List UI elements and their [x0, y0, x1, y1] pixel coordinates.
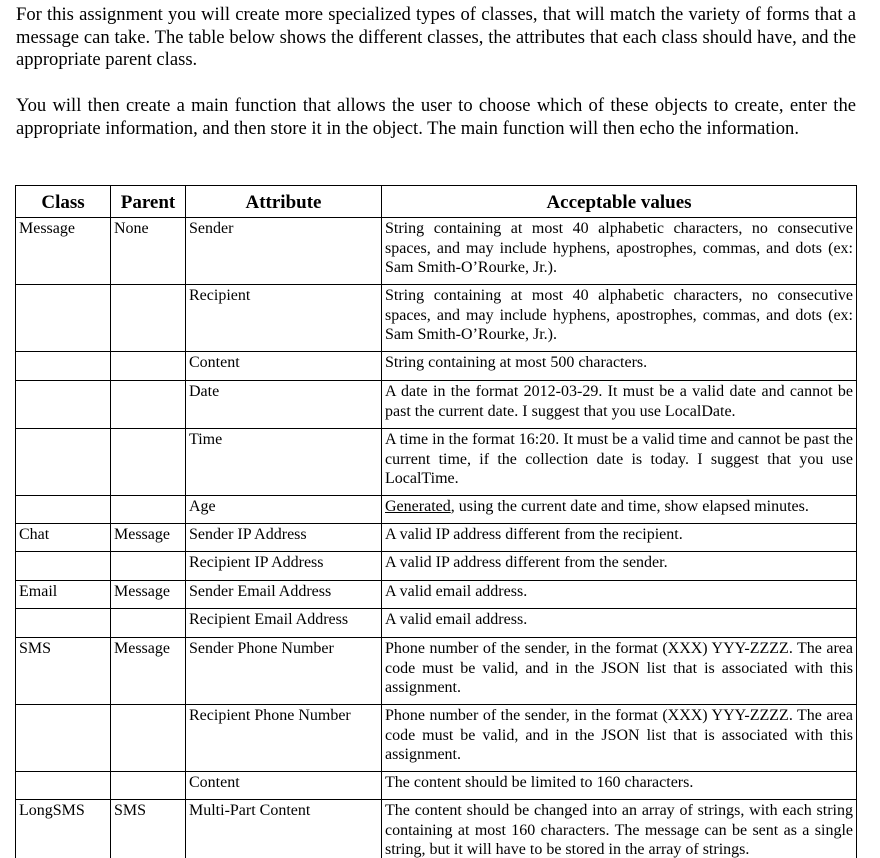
attribute-name: Recipient Phone Number [189, 707, 351, 724]
attribute-name: Recipient Email Address [189, 611, 349, 628]
class-name [16, 496, 110, 497]
attribute-cell [186, 285, 382, 352]
parent-name [111, 772, 185, 773]
value-cell [382, 352, 857, 381]
parent-cell [111, 352, 186, 381]
attribute-cell [186, 496, 382, 524]
table-row [16, 638, 857, 705]
acceptable-value: Phone number of the sender, in the format (XXX) YYY-ZZZZ. The area code must be valid, and in the JSON list that is associated with this assignment. [385, 640, 853, 696]
class-cell [16, 800, 111, 858]
value-cell [382, 496, 857, 524]
class-cell [16, 218, 111, 285]
class-name [16, 552, 110, 553]
value-cell [382, 638, 857, 705]
class-name [16, 429, 110, 430]
parent-name [111, 552, 185, 553]
class-cell [16, 609, 111, 638]
attribute-name: Sender IP Address [189, 526, 307, 543]
table-row [16, 429, 857, 496]
attribute-name: Sender Email Address [189, 583, 332, 600]
table-header-row [16, 186, 857, 218]
class-requirements-table [15, 185, 857, 858]
parent-cell [111, 429, 186, 496]
table-row [16, 524, 857, 552]
parent-name [111, 352, 185, 353]
table-row [16, 581, 857, 609]
table-row [16, 552, 857, 581]
class-cell [16, 524, 111, 552]
attribute-name: Multi-Part Content [189, 802, 311, 819]
header-class: Class [16, 186, 111, 218]
acceptable-value-rest: , using the current date and time, show elapsed minutes. [450, 498, 809, 515]
acceptable-value [382, 496, 856, 517]
value-cell [382, 381, 857, 429]
parent-name [111, 496, 185, 497]
attribute-cell [186, 800, 382, 858]
parent-name: SMS [114, 802, 147, 819]
header-parent: Parent [111, 186, 186, 218]
acceptable-value: A time in the format 16:20. It must be a valid time and cannot be past the current time, if the collection date is today. I suggest that you use LocalTime. [385, 431, 853, 487]
attribute-name: Recipient [189, 287, 251, 304]
acceptable-value: Phone number of the sender, in the format (XXX) YYY-ZZZZ. The area code must be valid, and in the JSON list that is associated with this assignment. [385, 707, 853, 763]
acceptable-value: A valid IP address different from the recipient. [385, 526, 683, 543]
class-cell [16, 285, 111, 352]
generated-term: Generated [385, 498, 451, 515]
attribute-name: Date [189, 383, 220, 400]
parent-name [111, 381, 185, 382]
value-cell [382, 524, 857, 552]
value-cell [382, 552, 857, 581]
parent-name: Message [114, 640, 170, 657]
value-cell [382, 581, 857, 609]
parent-name [111, 429, 185, 430]
attribute-cell [186, 524, 382, 552]
parent-name: None [114, 220, 149, 237]
parent-cell [111, 218, 186, 285]
header-attribute: Attribute [186, 186, 382, 218]
value-cell [382, 429, 857, 496]
attribute-name: Sender [189, 220, 234, 237]
value-cell [382, 800, 857, 858]
table-row [16, 800, 857, 858]
class-name: SMS [19, 640, 52, 657]
parent-cell [111, 381, 186, 429]
attribute-name: Content [189, 774, 240, 791]
attribute-name: Age [189, 498, 216, 515]
acceptable-value: A valid IP address different from the sender. [385, 554, 668, 571]
attribute-cell [186, 552, 382, 581]
parent-name: Message [114, 526, 170, 543]
class-name: Chat [19, 526, 50, 543]
attribute-cell [186, 638, 382, 705]
intro-paragraph-2: You will then create a main function that allows the user to choose which of these objects to create, enter the appropriate information, and then store it in the object. The main function will then echo the information. [16, 95, 856, 139]
parent-cell [111, 496, 186, 524]
table-row [16, 285, 857, 352]
attribute-cell [186, 772, 382, 800]
parent-name: Message [114, 583, 170, 600]
class-cell [16, 381, 111, 429]
acceptable-value: The content should be changed into an array of strings, with each string containing at most 160 characters. The message can be sent as a single string, but it will have to be stored in the array of strings. [385, 802, 853, 858]
class-cell [16, 552, 111, 581]
parent-cell [111, 800, 186, 858]
acceptable-value: String containing at most 500 characters. [385, 354, 648, 371]
parent-cell [111, 581, 186, 609]
class-cell [16, 352, 111, 381]
intro-paragraph-1: For this assignment you will create more specialized types of classes, that will match the variety of forms that a message can take. The table below shows the different classes, the attributes that each class should have, and the appropriate parent class. [16, 4, 856, 70]
attribute-name: Sender Phone Number [189, 640, 334, 657]
table-row [16, 772, 857, 800]
class-cell [16, 429, 111, 496]
acceptable-value: A valid email address. [385, 583, 528, 600]
value-cell [382, 772, 857, 800]
class-name [16, 772, 110, 773]
class-cell [16, 772, 111, 800]
class-name [16, 381, 110, 382]
class-name [16, 352, 110, 353]
attribute-cell [186, 581, 382, 609]
acceptable-value: A valid email address. [385, 611, 528, 628]
value-cell [382, 705, 857, 772]
class-cell [16, 638, 111, 705]
parent-cell [111, 552, 186, 581]
class-name [16, 705, 110, 706]
table-row [16, 496, 857, 524]
class-name [16, 609, 110, 610]
acceptable-value: A date in the format 2012-03-29. It must be a valid date and cannot be past the current date. I suggest that you use LocalDate. [385, 383, 853, 420]
attribute-cell [186, 609, 382, 638]
parent-cell [111, 524, 186, 552]
acceptable-value: String containing at most 40 alphabetic characters, no consecutive spaces, and may include hyphens, apostrophes, commas, and dots (ex: Sam Smith-O’Rourke, Jr.). [385, 220, 853, 276]
parent-cell [111, 705, 186, 772]
attribute-name: Recipient IP Address [189, 554, 324, 571]
table-row [16, 218, 857, 285]
class-cell [16, 496, 111, 524]
acceptable-value: String containing at most 40 alphabetic characters, no consecutive spaces, and may include hyphens, apostrophes, commas, and dots (ex: Sam Smith-O’Rourke, Jr.). [385, 287, 853, 343]
attribute-cell [186, 352, 382, 381]
attribute-name: Content [189, 354, 240, 371]
attribute-cell [186, 218, 382, 285]
parent-name [111, 285, 185, 286]
attribute-cell [186, 705, 382, 772]
class-name: LongSMS [19, 802, 85, 819]
attribute-cell [186, 381, 382, 429]
acceptable-value: The content should be limited to 160 characters. [385, 774, 694, 791]
parent-cell [111, 638, 186, 705]
table-row [16, 609, 857, 638]
parent-cell [111, 609, 186, 638]
class-name [16, 285, 110, 286]
header-acceptable-values: Acceptable values [382, 186, 857, 218]
attribute-cell [186, 429, 382, 496]
parent-name [111, 609, 185, 610]
table-row [16, 705, 857, 772]
parent-name [111, 705, 185, 706]
value-cell [382, 285, 857, 352]
attribute-name: Time [189, 431, 223, 448]
value-cell [382, 609, 857, 638]
class-name: Email [19, 583, 58, 600]
class-cell [16, 705, 111, 772]
value-cell [382, 218, 857, 285]
table-row [16, 352, 857, 381]
class-cell [16, 581, 111, 609]
class-name: Message [19, 220, 75, 237]
table-row [16, 381, 857, 429]
parent-cell [111, 772, 186, 800]
parent-cell [111, 285, 186, 352]
